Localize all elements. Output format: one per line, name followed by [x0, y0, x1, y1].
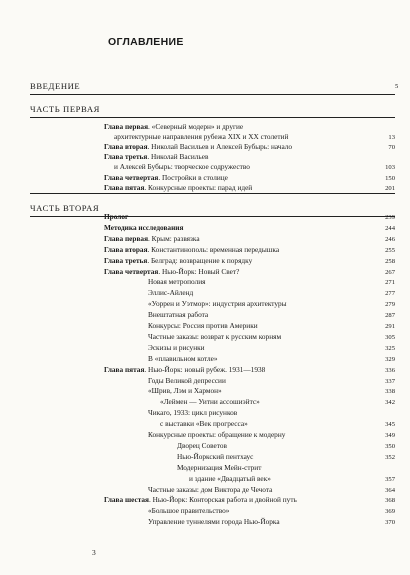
chapter-label: Глава пятая: [104, 364, 145, 374]
toc-entry-title: Глава третья. Николай Васильев: [104, 152, 209, 162]
toc-entry-title: Годы Великой депрессии: [148, 375, 226, 385]
toc-entry-title: Глава вторая. Николай Васильев и Алексей Бубырь: начало: [104, 142, 293, 152]
toc-entry-title: «Большое правительство»: [148, 506, 230, 516]
toc-entry-title: Дворец Советов: [177, 440, 227, 450]
toc-entry-title: Глава первая. «Северный модерн» и другие: [104, 122, 244, 131]
chapter-label: Глава шестая: [104, 495, 149, 505]
toc-entry: [148, 310, 395, 320]
toc-entry-title: «Шрив, Лэм и Хармон»: [148, 386, 222, 396]
chapter-label: Глава пятая: [104, 182, 145, 192]
toc-entry-page: 349: [385, 432, 395, 439]
toc-entry: [104, 152, 395, 162]
toc-entry-page: 271: [385, 279, 395, 287]
toc-entry-page: 369: [385, 508, 395, 516]
toc-entry-title: Глава четвертая. Постройки в столице: [104, 172, 228, 182]
toc-entry-page: 258: [385, 257, 395, 265]
toc-entry: [148, 485, 395, 495]
toc-entry: [177, 452, 395, 462]
toc-entry-page: 150: [385, 174, 395, 182]
toc-entry-page: 246: [385, 235, 395, 243]
toc-entry: [148, 376, 395, 386]
toc-entry-page: 329: [385, 355, 395, 363]
page-number: 3: [92, 548, 96, 557]
toc-entry: [104, 256, 395, 266]
chapter-label: Глава первая: [104, 233, 149, 243]
toc-entry-page: 337: [385, 377, 395, 385]
toc-entry: [189, 474, 395, 484]
toc-entry-page: 287: [385, 312, 395, 320]
toc-entry: [148, 354, 395, 364]
toc-entry-title: «Уоррен и Уэтмор»: индустрия архитектуры: [148, 299, 287, 309]
toc-entry-title: Эллис-Айленд: [148, 288, 194, 298]
toc-entry: [148, 299, 395, 309]
chapter-label: Глава четвертая: [104, 172, 159, 182]
toc-entry-title: Глава вторая. Константинополь: временная передышка: [104, 244, 280, 254]
toc-entry: [148, 386, 395, 396]
toc-entry-title: В «плавильном котле»: [148, 353, 218, 363]
toc-entry-page: 13: [388, 134, 395, 142]
toc-entry-title: Новая метрополия: [148, 277, 206, 287]
toc-entry: [104, 183, 395, 193]
toc-entry-page: 291: [385, 323, 395, 330]
toc-entry: [104, 245, 395, 255]
toc-entry-page: 305: [385, 333, 395, 341]
toc-entry: [148, 277, 395, 287]
toc-entry-page: 370: [385, 519, 395, 527]
toc-entry: [104, 223, 395, 233]
toc-entry: [104, 212, 395, 222]
toc-entry: [104, 365, 395, 375]
toc-entry-title: архитектурные направления рубежа XIX и XX столетий: [114, 132, 289, 142]
part1-heading: ЧАСТЬ ПЕРВАЯ: [30, 104, 100, 114]
chapter-label: Методика исследования: [104, 222, 184, 232]
toc-entry: [148, 332, 395, 342]
chapter-label: Глава вторая: [104, 142, 148, 152]
toc-entry-page: 103: [385, 164, 395, 172]
toc-entry: [148, 408, 395, 418]
toc-entry: [160, 419, 395, 429]
toc-entry-page: 244: [385, 224, 395, 232]
toc-entry-title: Глава пятая. Конкурсные проекты: парад идей: [104, 182, 253, 192]
chapter-label: Глава первая: [104, 122, 149, 131]
toc-entry: [114, 162, 395, 172]
toc-entry-title: и здание «Двадцатый век»: [189, 473, 271, 483]
toc-entry: [104, 122, 395, 132]
toc-entry-page: 70: [388, 144, 395, 152]
section-divider: [30, 193, 395, 194]
toc-entry-page: 364: [385, 486, 395, 494]
toc-entry-title: Внештатная работа: [148, 310, 209, 320]
chapter-label: Глава третья: [104, 152, 148, 162]
toc-entry-title: [104, 223, 373, 233]
toc-entry-title: Глава пятая. Нью-Йорк: новый рубеж. 1931—1938: [104, 364, 266, 374]
toc-entry-title: Глава третья. Белград: возвращение к порядку: [104, 255, 253, 265]
toc-entry: [114, 132, 395, 142]
toc-entry-title: Эскизы и рисунки: [148, 342, 205, 352]
toc-entry-page: 325: [385, 344, 395, 352]
toc-entry-page: 201: [385, 184, 395, 192]
introduction-heading: ВВЕДЕНИЕ: [30, 81, 81, 91]
toc-entry-title: Конкурсные проекты: обращение к модерну: [148, 430, 286, 439]
toc-entry-title: Нью-Йоркский пентхаус: [177, 451, 254, 461]
toc-entry-page: 352: [385, 453, 395, 461]
toc-entry-title: «Леймен — Уитни ассошиэйтс»: [160, 397, 260, 407]
chapter-label: Пролог: [104, 212, 129, 221]
toc-entry: [177, 441, 395, 451]
toc-entry-page: 267: [385, 268, 395, 276]
toc-entry: [160, 397, 395, 407]
toc-entry: [148, 321, 395, 331]
toc-entry-title: Глава четвертая. Нью-Йорк: Новый Свет?: [104, 266, 240, 276]
toc-entry-page: 368: [385, 497, 395, 505]
section-divider: [30, 117, 395, 118]
chapter-label: Глава вторая: [104, 244, 148, 254]
toc-entry: [104, 173, 395, 183]
toc-entry: [104, 495, 395, 505]
toc-entry-title: Управление туннелями города Нью-Йорка: [148, 517, 280, 527]
toc-entry: [148, 343, 395, 353]
toc-entry-page: 336: [385, 366, 395, 374]
toc-entry: [148, 517, 395, 527]
chapter-label: Глава четвертая: [104, 266, 159, 276]
toc-entry-page: 342: [385, 399, 395, 407]
toc-entry-title: Частные заказы: дом Виктора де Чечота: [148, 484, 273, 494]
toc-entry-page: 357: [385, 475, 395, 483]
toc-entry: [148, 288, 395, 298]
toc-entry: [148, 506, 395, 516]
toc-entry-title: и Алексей Бубырь: творческое содружество: [114, 162, 250, 172]
section-divider: [30, 94, 395, 95]
toc-entry-page: 255: [385, 246, 395, 254]
toc-entry-page: 350: [385, 442, 395, 450]
chapter-label: Глава третья: [104, 255, 148, 265]
part2-heading: ЧАСТЬ ВТОРАЯ: [30, 203, 100, 213]
toc-entry: [177, 463, 395, 473]
toc-entry: [104, 142, 395, 152]
toc-title: ОГЛАВЛЕНИЕ: [108, 36, 184, 48]
toc-entry-title: Частные заказы: возврат к русским корням: [148, 331, 282, 341]
toc-entry-page: 277: [385, 290, 395, 298]
toc-entry-page: 239: [385, 214, 395, 221]
toc-entry-page: 345: [385, 421, 395, 429]
toc-entry: [104, 234, 395, 244]
toc-entry-page: 279: [385, 301, 395, 309]
toc-entry-title: [104, 212, 373, 222]
toc-entry-title: с выставки «Век прогресса»: [160, 419, 248, 429]
toc-entry: [148, 430, 395, 440]
toc-entry-page: 338: [385, 388, 395, 396]
toc-entry-title: Глава шестая. Нью-Йорк: Конторская работа и двойной путь: [104, 495, 297, 505]
toc-entry-title: Глава первая. Крым: развязка: [104, 233, 200, 243]
toc-entry: [104, 267, 395, 277]
toc-entry-title: Чикаго, 1933: цикл рисунков: [148, 408, 238, 418]
introduction-page: 5: [395, 83, 399, 90]
toc-entry-title: Конкурсы: Россия против Америки: [148, 321, 258, 330]
toc-entry-title: Модернизация Мейн-стрит: [177, 462, 262, 472]
